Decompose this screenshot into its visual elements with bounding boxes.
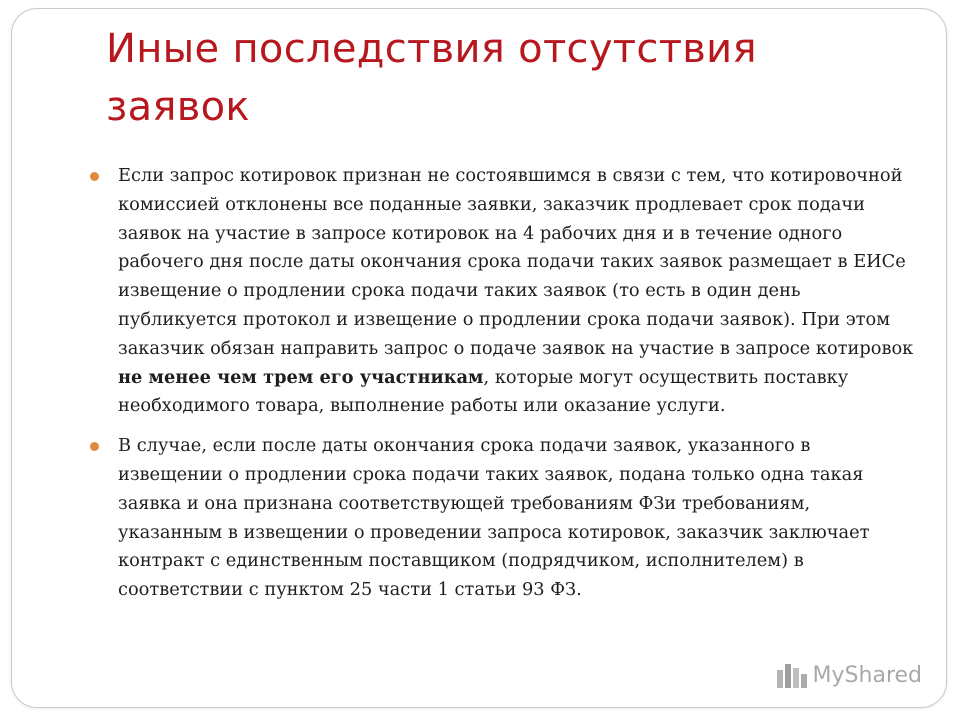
bullet-dot-icon — [90, 172, 99, 181]
watermark-text: MyShared — [812, 662, 922, 688]
bullet-dot-icon — [90, 442, 99, 451]
bullet-text-end: , которые могут осуществить поставку необходимого товара, выполнение работы или оказание услуги. — [118, 366, 849, 417]
bullet-item — [88, 432, 914, 605]
bullet-text-bold: не менее чем трем его участникам — [118, 366, 484, 388]
slide-content — [88, 162, 914, 616]
watermark — [775, 660, 922, 690]
bullet-item — [88, 162, 914, 421]
slide-title: Иные последствия отсутствия заявок — [106, 26, 757, 130]
bullet-text-start: Если запрос котировок признан не состоявшимся в связи с тем, что котировочной комиссией отклонены все поданные заявки, заказчик продлевает срок подачи заявок на участие в запросе котировок на 4 рабочих дня и в течение одного рабочего дня после даты окончания срока подачи таких заявок размещает в ЕИСе извещение о продлении срока подачи таких заявок (то есть в один день публикуется протокол и извещение о продлении срока подачи заявок). При этом заказчик обязан направить запрос о подаче заявок на участие в запросе котировок — [118, 165, 914, 359]
bullet-text: В случае, если после даты окончания срока подачи заявок, указанного в извещении о продлении срока подачи таких заявок, подана только одна такая заявка и она признана соответствующей требованиям ФЗи требованиям, указанным в извещении о проведении запроса котировок, заказчик заключает контракт с единственным поставщиком (подрядчиком, исполнителем) в соответствии с пунктом 25 части 1 статьи 93 ФЗ. — [118, 435, 870, 601]
mysharedlogo-icon — [775, 660, 809, 690]
